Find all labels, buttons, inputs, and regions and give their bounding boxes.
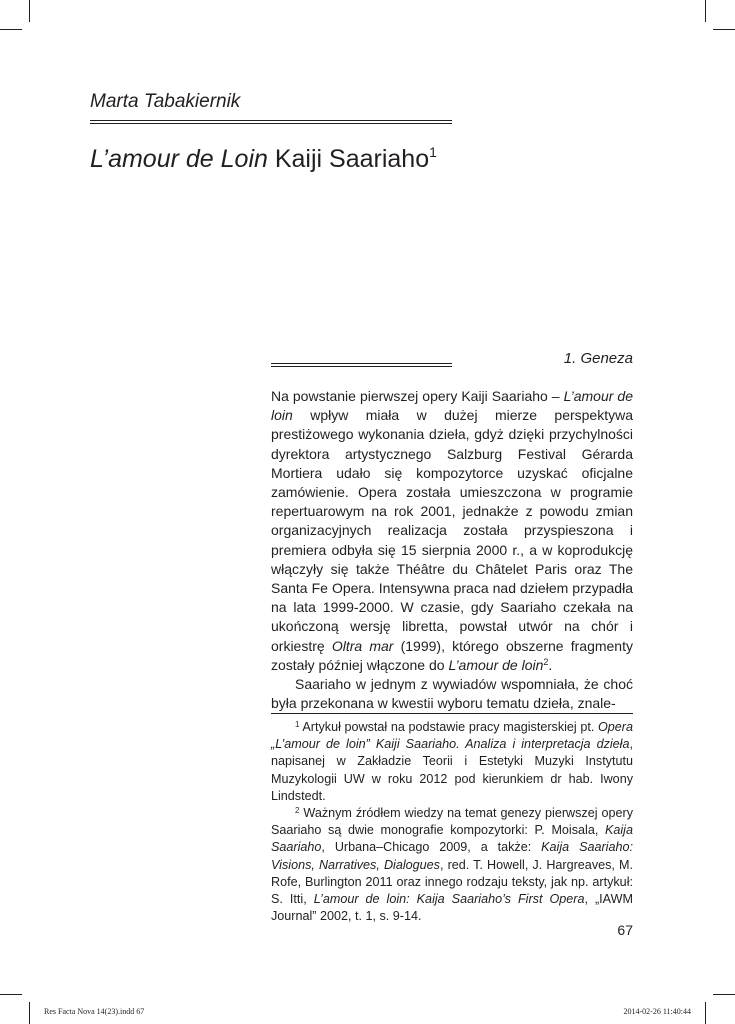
text-run: (1999), którego obszerne fragmenty zostały później włączone do [271, 637, 633, 673]
crop-mark [29, 0, 30, 22]
text-run: Opera „L’amour de loin” Kaiji Saariaho. Analiza i interpretacja dzieła [271, 720, 633, 752]
title-footnote-ref: 1 [429, 144, 437, 160]
crop-mark [705, 0, 706, 22]
footnotes [271, 719, 633, 925]
text-run: , napisanej w Zakładzie Teorii i Estetyki Muzyki Instytutu Muzykologii UW w roku 2012 pod kierunkiem dr hab. Iwony Lindstedt. [271, 737, 633, 803]
text-run: . [548, 656, 553, 673]
text-run: Ważnym źródłem wiedzy na temat genezy pierwszej opery Saariaho są dwie monografie kompozytorki: P. Moisala, [271, 806, 633, 838]
text-run: L’amour de loin [271, 388, 633, 424]
text-run: L’amour de loin [448, 656, 544, 673]
text-run: Oltra mar [331, 637, 394, 654]
footnote [271, 805, 633, 925]
section-heading: 1. Geneza [563, 350, 633, 367]
text-run: , „IAWM Journal” 2002, t. 1, s. 9-14. [271, 892, 633, 924]
text-run: Saariaho w jednym z wywiadów wspomniała, że choć była przekonana w kwestii wyboru tematu dzieła, znale- [271, 676, 633, 712]
title-rest: Kaiji Saariaho [267, 145, 430, 173]
crop-mark [713, 29, 735, 30]
text-run: , red. T. Howell, J. Hargreaves, M. Rofe, Burlington 2011 oraz innego rodzaju teksty, jak np. artykuł: S. Itti, [271, 857, 634, 907]
title-rule [90, 123, 452, 124]
crop-mark [0, 994, 22, 995]
footnote-ref: 2 [295, 806, 300, 816]
body-text [271, 387, 633, 713]
body-paragraph [271, 387, 633, 675]
section-rule [271, 363, 452, 364]
text-run: Artykuł powstał na podstawie pracy magisterskiej pt. [299, 720, 598, 734]
body-paragraph [271, 675, 633, 713]
page-number: 67 [617, 922, 633, 938]
crop-mark [29, 1002, 30, 1024]
crop-mark [0, 29, 22, 30]
text-run: Kaija Saariaho: Visions, Narratives, Dialogues [271, 840, 633, 872]
text-run: Na powstanie pierwszej opery Kaiji Saariaho – [271, 388, 564, 404]
section-rule [271, 366, 452, 367]
slug-timestamp: 2014-02-26 11:40:44 [623, 1007, 691, 1016]
text-run: L’amour de loin: Kaija Saariaho’s First Opera [313, 892, 585, 907]
title-rule [90, 120, 452, 121]
footnote-separator [271, 713, 633, 714]
article-title [90, 144, 437, 174]
crop-mark [705, 1002, 706, 1024]
slug-file: Res Facta Nova 14(23).indd 67 [44, 1007, 145, 1016]
author-name: Marta Tabakiernik [90, 91, 241, 112]
title-italic: L’amour de Loin [90, 145, 268, 173]
text-run: wpływ miała w dużej mierze perspektywa prestiżowego wykonania dzieła, gdyż dzięki przychylności dyrektora artystycznego Salzburg Festival Gérarda Mortiera udało się kompozytorce uzyskać oficjalne zamówienie. Opera została umieszczona w programie repertuarowym na rok 2001, jednakże z powodu zmian organizacyjnych realizacja została przyspieszona i premiera odbyła się 15 sierpnia 2000 r., a w koprodukcję włączyły się także Théâtre du Châtelet Paris oraz The Santa Fe Opera. Intensywna praca nad dziełem przypadła na lata 1999-2000. W czasie, gdy Saariaho czekała na ukończoną wersję libretta, powstał utwór na chór i orkiestrę [271, 407, 633, 654]
text-run: , Urbana–Chicago 2009, a także: [321, 840, 542, 855]
text-run: Kaija Saariaho [271, 823, 633, 855]
footnote-ref: 2 [543, 656, 549, 667]
crop-mark [713, 994, 735, 995]
footnote [271, 719, 633, 805]
footnote-ref: 1 [295, 720, 300, 729]
